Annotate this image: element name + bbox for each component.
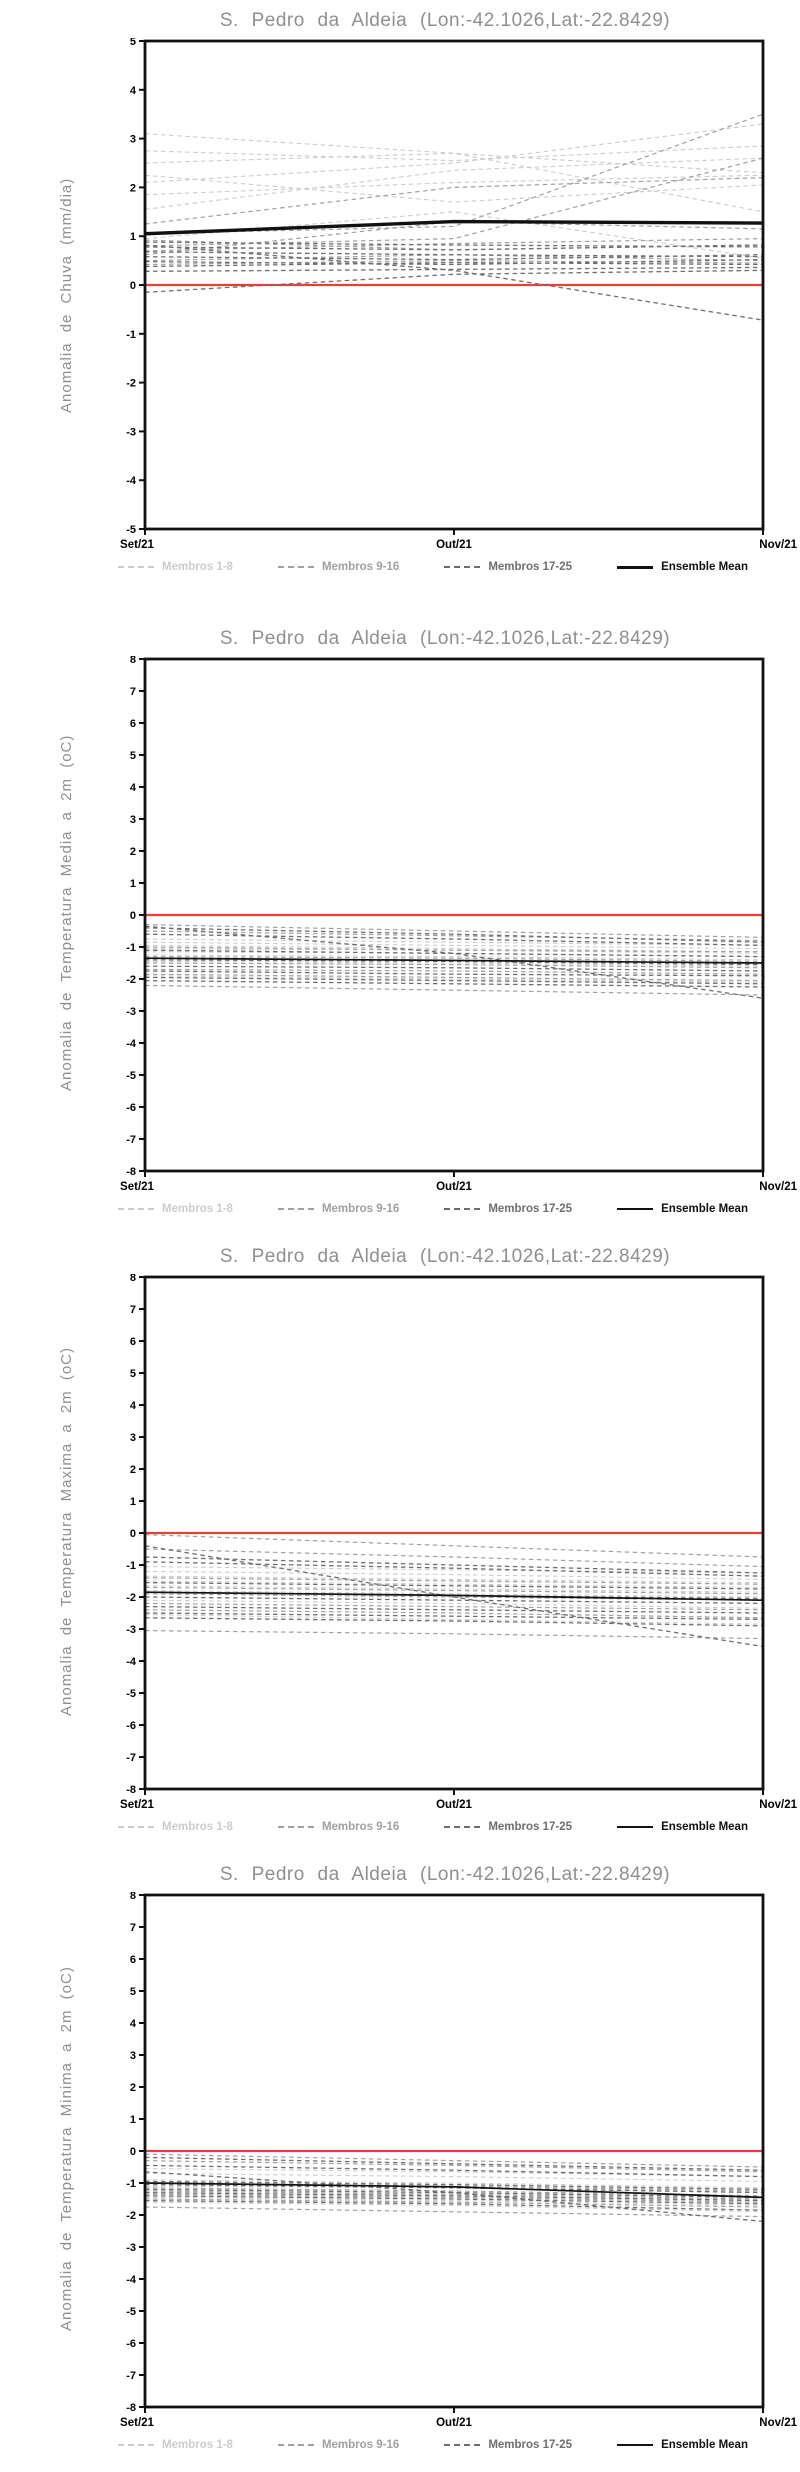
legend-item-ensemble-mean (617, 561, 748, 573)
svg-text:-5: -5 (126, 1688, 136, 1700)
legend-item-members-1-8 (118, 2439, 233, 2451)
svg-text:5: 5 (129, 1368, 136, 1380)
svg-text:0: 0 (129, 1528, 136, 1540)
legend-item-members-9-16 (278, 1821, 399, 1833)
plot-area (100, 1274, 800, 1819)
svg-text:-8: -8 (126, 1166, 136, 1178)
legend-label: Ensemble Mean (661, 561, 748, 573)
svg-text:Set/21: Set/21 (120, 1181, 154, 1193)
svg-text:0: 0 (129, 910, 136, 922)
svg-text:1: 1 (129, 2114, 136, 2126)
svg-text:Set/21: Set/21 (120, 2417, 154, 2429)
svg-text:Out/21: Out/21 (436, 1799, 472, 1811)
legend (118, 1203, 748, 1215)
y-axis-label: Anomalia de Temperatura Minima a 2m (oC) (58, 1966, 75, 2332)
svg-text:5: 5 (129, 38, 136, 48)
svg-text:-1: -1 (126, 328, 136, 341)
legend-label: Membros 1-8 (162, 1821, 233, 1833)
legend-label: Membros 17-25 (488, 2439, 573, 2451)
chart-title: S. Pedro da Aldeia (Lon:-42.1026,Lat:-22.8429) (219, 10, 671, 31)
svg-text:3: 3 (129, 2050, 136, 2062)
dashed-line-swatch-icon (118, 566, 154, 568)
chart-mean-temp-anomaly (0, 618, 800, 1236)
legend-item-members-9-16 (278, 2439, 399, 2451)
dashed-line-swatch-icon (118, 2444, 154, 2446)
legend-label: Membros 17-25 (488, 561, 573, 573)
legend (118, 2439, 748, 2451)
svg-text:Nov/21: Nov/21 (759, 1799, 797, 1811)
svg-text:3: 3 (129, 1432, 136, 1444)
dashed-line-swatch-icon (118, 1208, 154, 1210)
legend-label: Membros 1-8 (162, 561, 233, 573)
y-axis-label: Anomalia de Chuva (mm/dia) (58, 177, 75, 413)
chart-title: S. Pedro da Aldeia (Lon:-42.1026,Lat:-22.8429) (219, 628, 671, 649)
svg-text:Set/21: Set/21 (120, 539, 154, 551)
dashed-line-swatch-icon (444, 566, 480, 568)
svg-text:-6: -6 (126, 2338, 136, 2350)
dashed-line-swatch-icon (118, 1826, 154, 1828)
svg-text:-3: -3 (126, 1006, 136, 1018)
legend-item-ensemble-mean (617, 2439, 748, 2451)
plot-area (100, 38, 800, 559)
svg-text:8: 8 (129, 1274, 136, 1284)
legend-label: Membros 1-8 (162, 2439, 233, 2451)
legend-label: Membros 17-25 (488, 1203, 573, 1215)
svg-text:2: 2 (129, 182, 136, 195)
svg-text:4: 4 (129, 1400, 136, 1412)
svg-text:-7: -7 (126, 1134, 136, 1146)
svg-text:-6: -6 (126, 1102, 136, 1114)
chart-min-temp-anomaly (0, 1854, 800, 2472)
svg-text:Nov/21: Nov/21 (759, 2417, 797, 2429)
svg-text:4: 4 (129, 2018, 136, 2030)
y-axis-label: Anomalia de Temperatura Media a 2m (oC) (58, 734, 75, 1092)
chart-precip-anomaly (0, 0, 800, 618)
svg-text:Out/21: Out/21 (436, 2417, 472, 2429)
svg-text:-4: -4 (126, 1656, 136, 1668)
svg-text:3: 3 (129, 133, 136, 146)
svg-text:5: 5 (129, 1986, 136, 1998)
legend (118, 1821, 748, 1833)
legend-item-members-1-8 (118, 1821, 233, 1833)
chart-title: S. Pedro da Aldeia (Lon:-42.1026,Lat:-22.8429) (219, 1246, 671, 1267)
dashed-line-swatch-icon (278, 566, 314, 568)
svg-text:-3: -3 (126, 1624, 136, 1636)
legend-label: Membros 1-8 (162, 1203, 233, 1215)
legend-item-members-17-25 (444, 1203, 572, 1215)
svg-text:-2: -2 (126, 974, 136, 986)
svg-text:7: 7 (129, 1922, 136, 1934)
svg-text:Nov/21: Nov/21 (759, 539, 797, 551)
legend-label: Membros 9-16 (321, 1821, 400, 1833)
dashed-line-swatch-icon (444, 1826, 480, 1828)
svg-text:-7: -7 (126, 1752, 136, 1764)
svg-text:6: 6 (129, 718, 136, 730)
svg-text:-8: -8 (126, 1784, 136, 1796)
svg-text:-1: -1 (126, 2178, 136, 2190)
dashed-line-swatch-icon (444, 2444, 480, 2446)
svg-text:4: 4 (129, 782, 136, 794)
svg-text:Out/21: Out/21 (436, 539, 472, 551)
legend-label: Membros 9-16 (321, 1203, 400, 1215)
svg-text:-7: -7 (126, 2370, 136, 2382)
legend-item-members-17-25 (444, 2439, 572, 2451)
dashed-line-swatch-icon (278, 2444, 314, 2446)
legend-label: Ensemble Mean (661, 1203, 748, 1215)
svg-text:-4: -4 (126, 2274, 136, 2286)
svg-text:0: 0 (129, 280, 136, 292)
legend-label: Ensemble Mean (661, 1821, 748, 1833)
legend-item-members-1-8 (118, 1203, 233, 1215)
svg-text:Out/21: Out/21 (436, 1181, 472, 1193)
solid-line-swatch-icon (617, 1826, 653, 1828)
legend-label: Membros 17-25 (488, 1821, 573, 1833)
svg-text:2: 2 (129, 1464, 136, 1476)
legend-label: Membros 9-16 (321, 2439, 400, 2451)
svg-text:Set/21: Set/21 (120, 1799, 154, 1811)
svg-text:-1: -1 (126, 942, 136, 954)
legend-item-members-17-25 (444, 561, 572, 573)
legend-item-members-17-25 (444, 1821, 572, 1833)
svg-text:6: 6 (129, 1954, 136, 1966)
svg-text:-3: -3 (126, 2242, 136, 2254)
plot-row (0, 1892, 800, 2437)
svg-text:-5: -5 (126, 2306, 136, 2318)
svg-text:6: 6 (129, 1336, 136, 1348)
svg-text:-2: -2 (126, 377, 136, 390)
svg-text:-2: -2 (126, 2210, 136, 2222)
plot-row (0, 656, 800, 1201)
legend-item-ensemble-mean (617, 1203, 748, 1215)
svg-text:-8: -8 (126, 2402, 136, 2414)
svg-text:-5: -5 (126, 1070, 136, 1082)
svg-text:-4: -4 (126, 1038, 136, 1050)
svg-text:-5: -5 (126, 524, 136, 536)
y-axis-label: Anomalia de Temperatura Maxima a 2m (oC) (58, 1346, 75, 1716)
solid-line-swatch-icon (617, 566, 653, 569)
svg-text:1: 1 (129, 231, 136, 244)
plot-row (0, 38, 800, 559)
dashed-line-swatch-icon (278, 1208, 314, 1210)
svg-text:2: 2 (129, 846, 136, 858)
svg-text:4: 4 (129, 84, 136, 97)
svg-text:1: 1 (129, 878, 136, 890)
dashed-line-swatch-icon (444, 1208, 480, 1210)
svg-text:-3: -3 (126, 426, 136, 439)
svg-text:-1: -1 (126, 1560, 136, 1572)
svg-text:5: 5 (129, 750, 136, 762)
plot-row (0, 1274, 800, 1819)
legend (118, 561, 748, 573)
svg-text:7: 7 (129, 1304, 136, 1316)
svg-text:-2: -2 (126, 1592, 136, 1604)
legend-item-members-1-8 (118, 561, 233, 573)
chart-title: S. Pedro da Aldeia (Lon:-42.1026,Lat:-22.8429) (219, 1864, 671, 1885)
svg-text:-4: -4 (126, 475, 136, 488)
svg-text:Nov/21: Nov/21 (759, 1181, 797, 1193)
legend-item-members-9-16 (278, 1203, 399, 1215)
svg-text:3: 3 (129, 814, 136, 826)
solid-line-swatch-icon (617, 1208, 653, 1210)
svg-text:-6: -6 (126, 1720, 136, 1732)
legend-item-members-9-16 (278, 561, 399, 573)
solid-line-swatch-icon (617, 2444, 653, 2446)
legend-label: Ensemble Mean (661, 2439, 748, 2451)
svg-text:2: 2 (129, 2082, 136, 2094)
legend-label: Membros 9-16 (321, 561, 400, 573)
svg-text:8: 8 (129, 656, 136, 666)
legend-item-ensemble-mean (617, 1821, 748, 1833)
svg-text:1: 1 (129, 1496, 136, 1508)
plot-area (100, 1892, 800, 2437)
svg-text:0: 0 (129, 2146, 136, 2158)
chart-max-temp-anomaly (0, 1236, 800, 1854)
svg-text:7: 7 (129, 686, 136, 698)
plot-area (100, 656, 800, 1201)
svg-text:8: 8 (129, 1892, 136, 1902)
dashed-line-swatch-icon (278, 1826, 314, 1828)
